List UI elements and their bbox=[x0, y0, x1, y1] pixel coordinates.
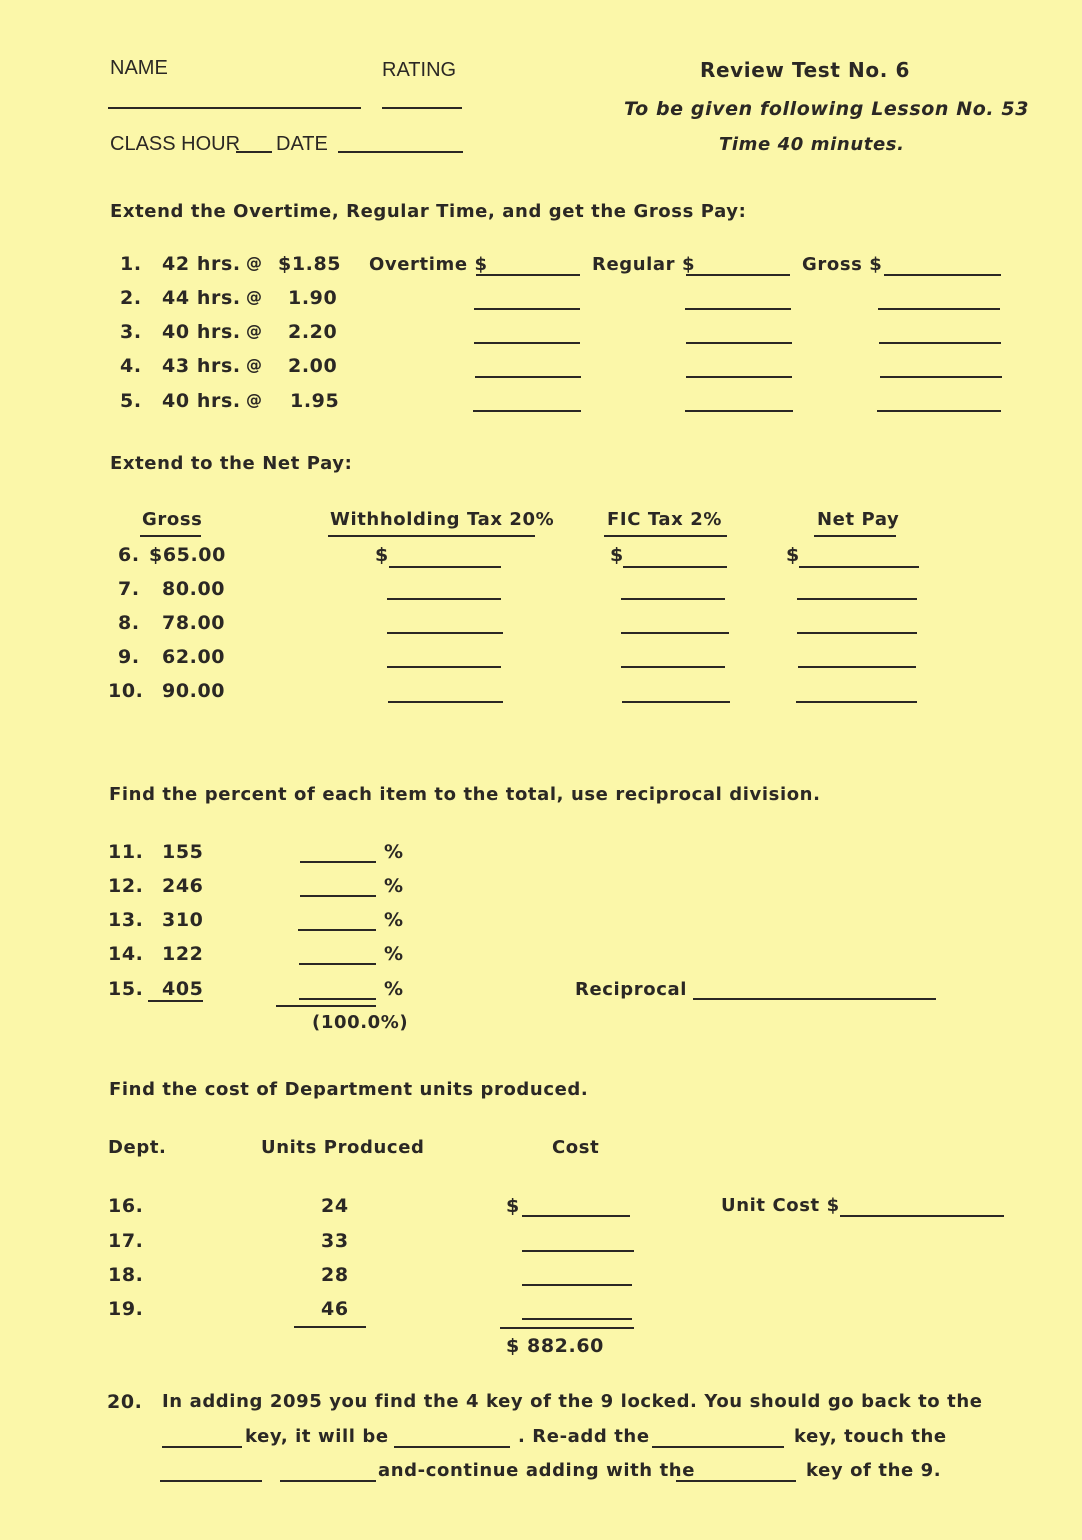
question-number: 5. bbox=[120, 390, 142, 412]
section4-instruction: Find the cost of Department units produced. bbox=[109, 1079, 589, 1100]
at-sign: @ bbox=[246, 390, 263, 409]
touch-key-field-1[interactable] bbox=[160, 1462, 262, 1482]
subtitle-time: Time 40 minutes. bbox=[719, 134, 905, 155]
rate: $1.85 bbox=[278, 253, 342, 275]
dept-number: 18. bbox=[108, 1264, 144, 1286]
overtime-field[interactable] bbox=[476, 256, 580, 276]
net-pay-field[interactable] bbox=[797, 580, 917, 600]
column-header-underline bbox=[140, 535, 201, 537]
percent-sign: % bbox=[384, 909, 404, 931]
item-value: 246 bbox=[162, 875, 204, 897]
hours: 43 hrs. bbox=[162, 355, 241, 377]
date-label: DATE bbox=[276, 133, 328, 155]
question-number: 3. bbox=[120, 321, 142, 343]
gross-amount: $65.00 bbox=[149, 544, 226, 566]
go-back-key-field[interactable] bbox=[162, 1428, 242, 1448]
question-number: 6. bbox=[118, 544, 140, 566]
regular-field[interactable] bbox=[685, 392, 793, 412]
question-number: 2. bbox=[120, 287, 142, 309]
percent-sign: % bbox=[384, 841, 404, 863]
touch-key-field-2[interactable] bbox=[280, 1462, 376, 1482]
column-header-underline bbox=[604, 535, 727, 537]
class-hour-label: CLASS HOUR bbox=[110, 133, 241, 155]
gross-amount: 90.00 bbox=[162, 680, 226, 702]
dept-number: 17. bbox=[108, 1230, 144, 1252]
units-produced: 24 bbox=[321, 1195, 349, 1217]
overtime-label: Overtime $ bbox=[369, 254, 488, 275]
net-pay-field[interactable] bbox=[796, 683, 917, 703]
net-pay-field[interactable] bbox=[798, 648, 916, 668]
column-header-units: Units Produced bbox=[261, 1137, 425, 1158]
column-header-underline bbox=[328, 535, 535, 537]
question20-line1: In adding 2095 you find the 4 key of the 9 locked. You should go back to the bbox=[162, 1391, 983, 1412]
gross-label: Gross $ bbox=[802, 254, 883, 275]
fic-field[interactable] bbox=[621, 648, 725, 668]
dept-number: 19. bbox=[108, 1298, 144, 1320]
withholding-field[interactable] bbox=[387, 614, 503, 634]
gross-field[interactable] bbox=[884, 256, 1001, 276]
withholding-field[interactable] bbox=[389, 548, 501, 568]
item-value: 155 bbox=[162, 841, 204, 863]
at-sign: @ bbox=[246, 321, 263, 340]
overtime-field[interactable] bbox=[474, 324, 580, 344]
item-value: 310 bbox=[162, 909, 204, 931]
question-number: 12. bbox=[108, 875, 144, 897]
at-sign: @ bbox=[246, 355, 263, 374]
section1-instruction: Extend the Overtime, Regular Time, and get the Gross Pay: bbox=[110, 201, 747, 222]
question-number: 20. bbox=[107, 1391, 143, 1413]
dollar-sign: $ bbox=[610, 544, 624, 566]
withholding-field[interactable] bbox=[387, 580, 501, 600]
question-number: 14. bbox=[108, 943, 144, 965]
fic-field[interactable] bbox=[621, 580, 725, 600]
hours: 40 hrs. bbox=[162, 390, 241, 412]
cost-field[interactable] bbox=[522, 1266, 632, 1286]
question20-text: key, it will be bbox=[245, 1426, 389, 1447]
overtime-field[interactable] bbox=[474, 290, 580, 310]
column-header-dept: Dept. bbox=[108, 1137, 167, 1158]
cost-total-rule bbox=[500, 1327, 634, 1329]
percent-field[interactable] bbox=[299, 980, 376, 1000]
net-pay-field[interactable] bbox=[797, 614, 917, 634]
item-value: 122 bbox=[162, 943, 204, 965]
column-header-withholding: Withholding Tax 20% bbox=[330, 509, 555, 530]
total-rule bbox=[276, 1005, 376, 1007]
cost-field[interactable] bbox=[522, 1300, 632, 1320]
question-number: 15. bbox=[108, 978, 144, 1000]
hours: 42 hrs. bbox=[162, 253, 241, 275]
rate: 1.90 bbox=[288, 287, 338, 309]
rating-field[interactable] bbox=[382, 89, 462, 109]
question-number: 11. bbox=[108, 841, 144, 863]
rate: 2.20 bbox=[288, 321, 338, 343]
question-number: 7. bbox=[118, 578, 140, 600]
section3-instruction: Find the percent of each item to the total, use reciprocal division. bbox=[109, 784, 821, 805]
net-pay-field[interactable] bbox=[799, 548, 919, 568]
name-label: NAME bbox=[110, 57, 168, 79]
unit-cost-field[interactable] bbox=[840, 1197, 1004, 1217]
question-number: 8. bbox=[118, 612, 140, 634]
question20-text: . Re-add the bbox=[518, 1426, 650, 1447]
rate: 2.00 bbox=[288, 355, 338, 377]
column-header-cost: Cost bbox=[552, 1137, 600, 1158]
regular-field[interactable] bbox=[686, 324, 792, 344]
cost-field[interactable] bbox=[522, 1197, 630, 1217]
total-cost: $ 882.60 bbox=[506, 1335, 604, 1357]
subtitle-lesson: To be given following Lesson No. 53 bbox=[624, 98, 1030, 120]
percent-sign: % bbox=[384, 875, 404, 897]
question-number: 13. bbox=[108, 909, 144, 931]
item-value: 405 bbox=[162, 978, 204, 1000]
dollar-sign: $ bbox=[375, 544, 389, 566]
question20-text: key of the 9. bbox=[806, 1460, 942, 1481]
reciprocal-label: Reciprocal bbox=[575, 979, 688, 1000]
withholding-field[interactable] bbox=[387, 648, 501, 668]
date-field[interactable] bbox=[338, 133, 463, 153]
units-total-rule bbox=[294, 1326, 366, 1328]
gross-field[interactable] bbox=[879, 324, 1001, 344]
column-header-fic: FIC Tax 2% bbox=[607, 509, 723, 530]
rate: 1.95 bbox=[290, 390, 340, 412]
percent-field[interactable] bbox=[300, 877, 376, 897]
question-number: 10. bbox=[108, 680, 144, 702]
units-produced: 46 bbox=[321, 1298, 349, 1320]
dollar-sign: $ bbox=[786, 544, 800, 566]
percent-field[interactable] bbox=[298, 911, 376, 931]
regular-field[interactable] bbox=[686, 256, 790, 276]
at-sign: @ bbox=[246, 287, 263, 306]
page-title: Review Test No. 6 bbox=[700, 58, 910, 82]
regular-field[interactable] bbox=[686, 358, 792, 378]
dollar-sign: $ bbox=[506, 1195, 520, 1217]
regular-field[interactable] bbox=[685, 290, 791, 310]
regular-label: Regular $ bbox=[592, 254, 696, 275]
question-number: 9. bbox=[118, 646, 140, 668]
unit-cost-label: Unit Cost $ bbox=[721, 1195, 840, 1216]
percent-field[interactable] bbox=[300, 843, 376, 863]
hours: 44 hrs. bbox=[162, 287, 241, 309]
gross-field[interactable] bbox=[880, 358, 1002, 378]
overtime-field[interactable] bbox=[473, 392, 581, 412]
column-header-gross: Gross bbox=[142, 509, 203, 530]
fic-field[interactable] bbox=[623, 548, 727, 568]
percent-total: (100.0%) bbox=[312, 1012, 409, 1033]
reciprocal-field[interactable] bbox=[693, 980, 936, 1000]
dept-number: 16. bbox=[108, 1195, 144, 1217]
gross-amount: 62.00 bbox=[162, 646, 226, 668]
continue-key-field[interactable] bbox=[676, 1462, 796, 1482]
question20-text: and-continue adding with the bbox=[378, 1460, 696, 1481]
gross-field[interactable] bbox=[877, 392, 1001, 412]
overtime-field[interactable] bbox=[475, 358, 581, 378]
rating-label: RATING bbox=[382, 59, 457, 81]
fic-field[interactable] bbox=[621, 614, 729, 634]
gross-amount: 78.00 bbox=[162, 612, 226, 634]
fic-field[interactable] bbox=[622, 683, 730, 703]
readd-key-field[interactable] bbox=[652, 1428, 784, 1448]
total-underline bbox=[148, 1000, 203, 1002]
gross-amount: 80.00 bbox=[162, 578, 226, 600]
question20-text: key, touch the bbox=[794, 1426, 947, 1447]
percent-field[interactable] bbox=[299, 945, 376, 965]
class-hour-field[interactable] bbox=[236, 133, 272, 153]
units-produced: 28 bbox=[321, 1264, 349, 1286]
column-header-net-pay: Net Pay bbox=[817, 509, 900, 530]
name-field[interactable] bbox=[108, 89, 361, 109]
gross-field[interactable] bbox=[878, 290, 1000, 310]
section2-instruction: Extend to the Net Pay: bbox=[110, 453, 353, 474]
percent-sign: % bbox=[384, 943, 404, 965]
cost-field[interactable] bbox=[522, 1232, 634, 1252]
percent-sign: % bbox=[384, 978, 404, 1000]
hours: 40 hrs. bbox=[162, 321, 241, 343]
key-value-field[interactable] bbox=[394, 1428, 510, 1448]
column-header-underline bbox=[814, 535, 896, 537]
question-number: 4. bbox=[120, 355, 142, 377]
at-sign: @ bbox=[246, 253, 263, 272]
question-number: 1. bbox=[120, 253, 142, 275]
units-produced: 33 bbox=[321, 1230, 349, 1252]
withholding-field[interactable] bbox=[388, 683, 503, 703]
